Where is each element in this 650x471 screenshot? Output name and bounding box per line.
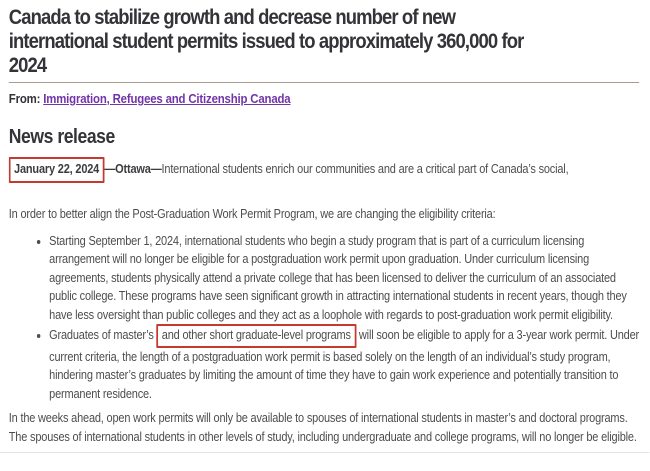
page-title-line-3: 2024 (8, 54, 47, 77)
criteria-intro-paragraph: In order to better align the Post-Graduation Work Permit Program, we are changing the eligibility criteria: (8, 207, 496, 221)
bullet-curriculum-licensing (49, 232, 639, 325)
page-title (9, 6, 639, 78)
page-title-line-2: international student permits issued to approximately 360,000 for (8, 30, 524, 53)
bullet-1-text: Starting September 1, 2024, international students who begin a study program that is part of a curriculum licensing arrangement will no longer be eligible for a postgraduation work permit upon graduation. Under curriculum licensing agreements, students physically attend a private college that has been licensed to deliver the curriculum of an associated public college. These programs have seen significant growth in attracting international students in recent years, though they have less oversight than public colleges and they act as a loophole with regards to post-graduation work permit eligibility. (49, 233, 627, 322)
closing-paragraph: In the weeks ahead, open work permits will only be available to spouses of international students in master’s and doctoral programs. The spouses of international students in other levels of study, including undergraduate and college programs, will no longer be eligible. (8, 411, 637, 444)
dateline-paragraph (9, 157, 639, 183)
from-line (9, 91, 639, 107)
from-label: From: (8, 91, 44, 106)
date-annotation-box (9, 157, 105, 183)
bullet-masters-graduates (49, 324, 639, 403)
section-heading-news-release: News release (8, 126, 115, 148)
bullet-2-highlighted-phrase: and other short graduate-level programs (161, 328, 351, 342)
dateline-location: —Ottawa— (104, 162, 162, 176)
bottom-divider (0, 452, 650, 453)
bullet-2-text-pre: Graduates of master’s (49, 328, 157, 342)
bullet-2-text-post: will soon be eligible to apply for a 3-year work permit. Under current criteria, the length of a postgraduation work permit is based solely on the length of an individual’s study program, hindering master’s graduates by limiting the amount of time they have to gain work experience and potentially transition to permanent residence. (49, 328, 640, 401)
dateline-date: January 22, 2024 (14, 162, 100, 176)
title-divider (9, 82, 639, 83)
page-title-line-1: Canada to stabilize growth and decrease number of new (8, 6, 456, 29)
department-link[interactable]: Immigration, Refugees and Citizenship Canada (43, 91, 291, 106)
phrase-annotation-box (157, 324, 357, 348)
dateline-intro-text: International students enrich our communities and are a critical part of Canada’s social, (161, 162, 569, 176)
eligibility-bullet-list (9, 232, 639, 404)
